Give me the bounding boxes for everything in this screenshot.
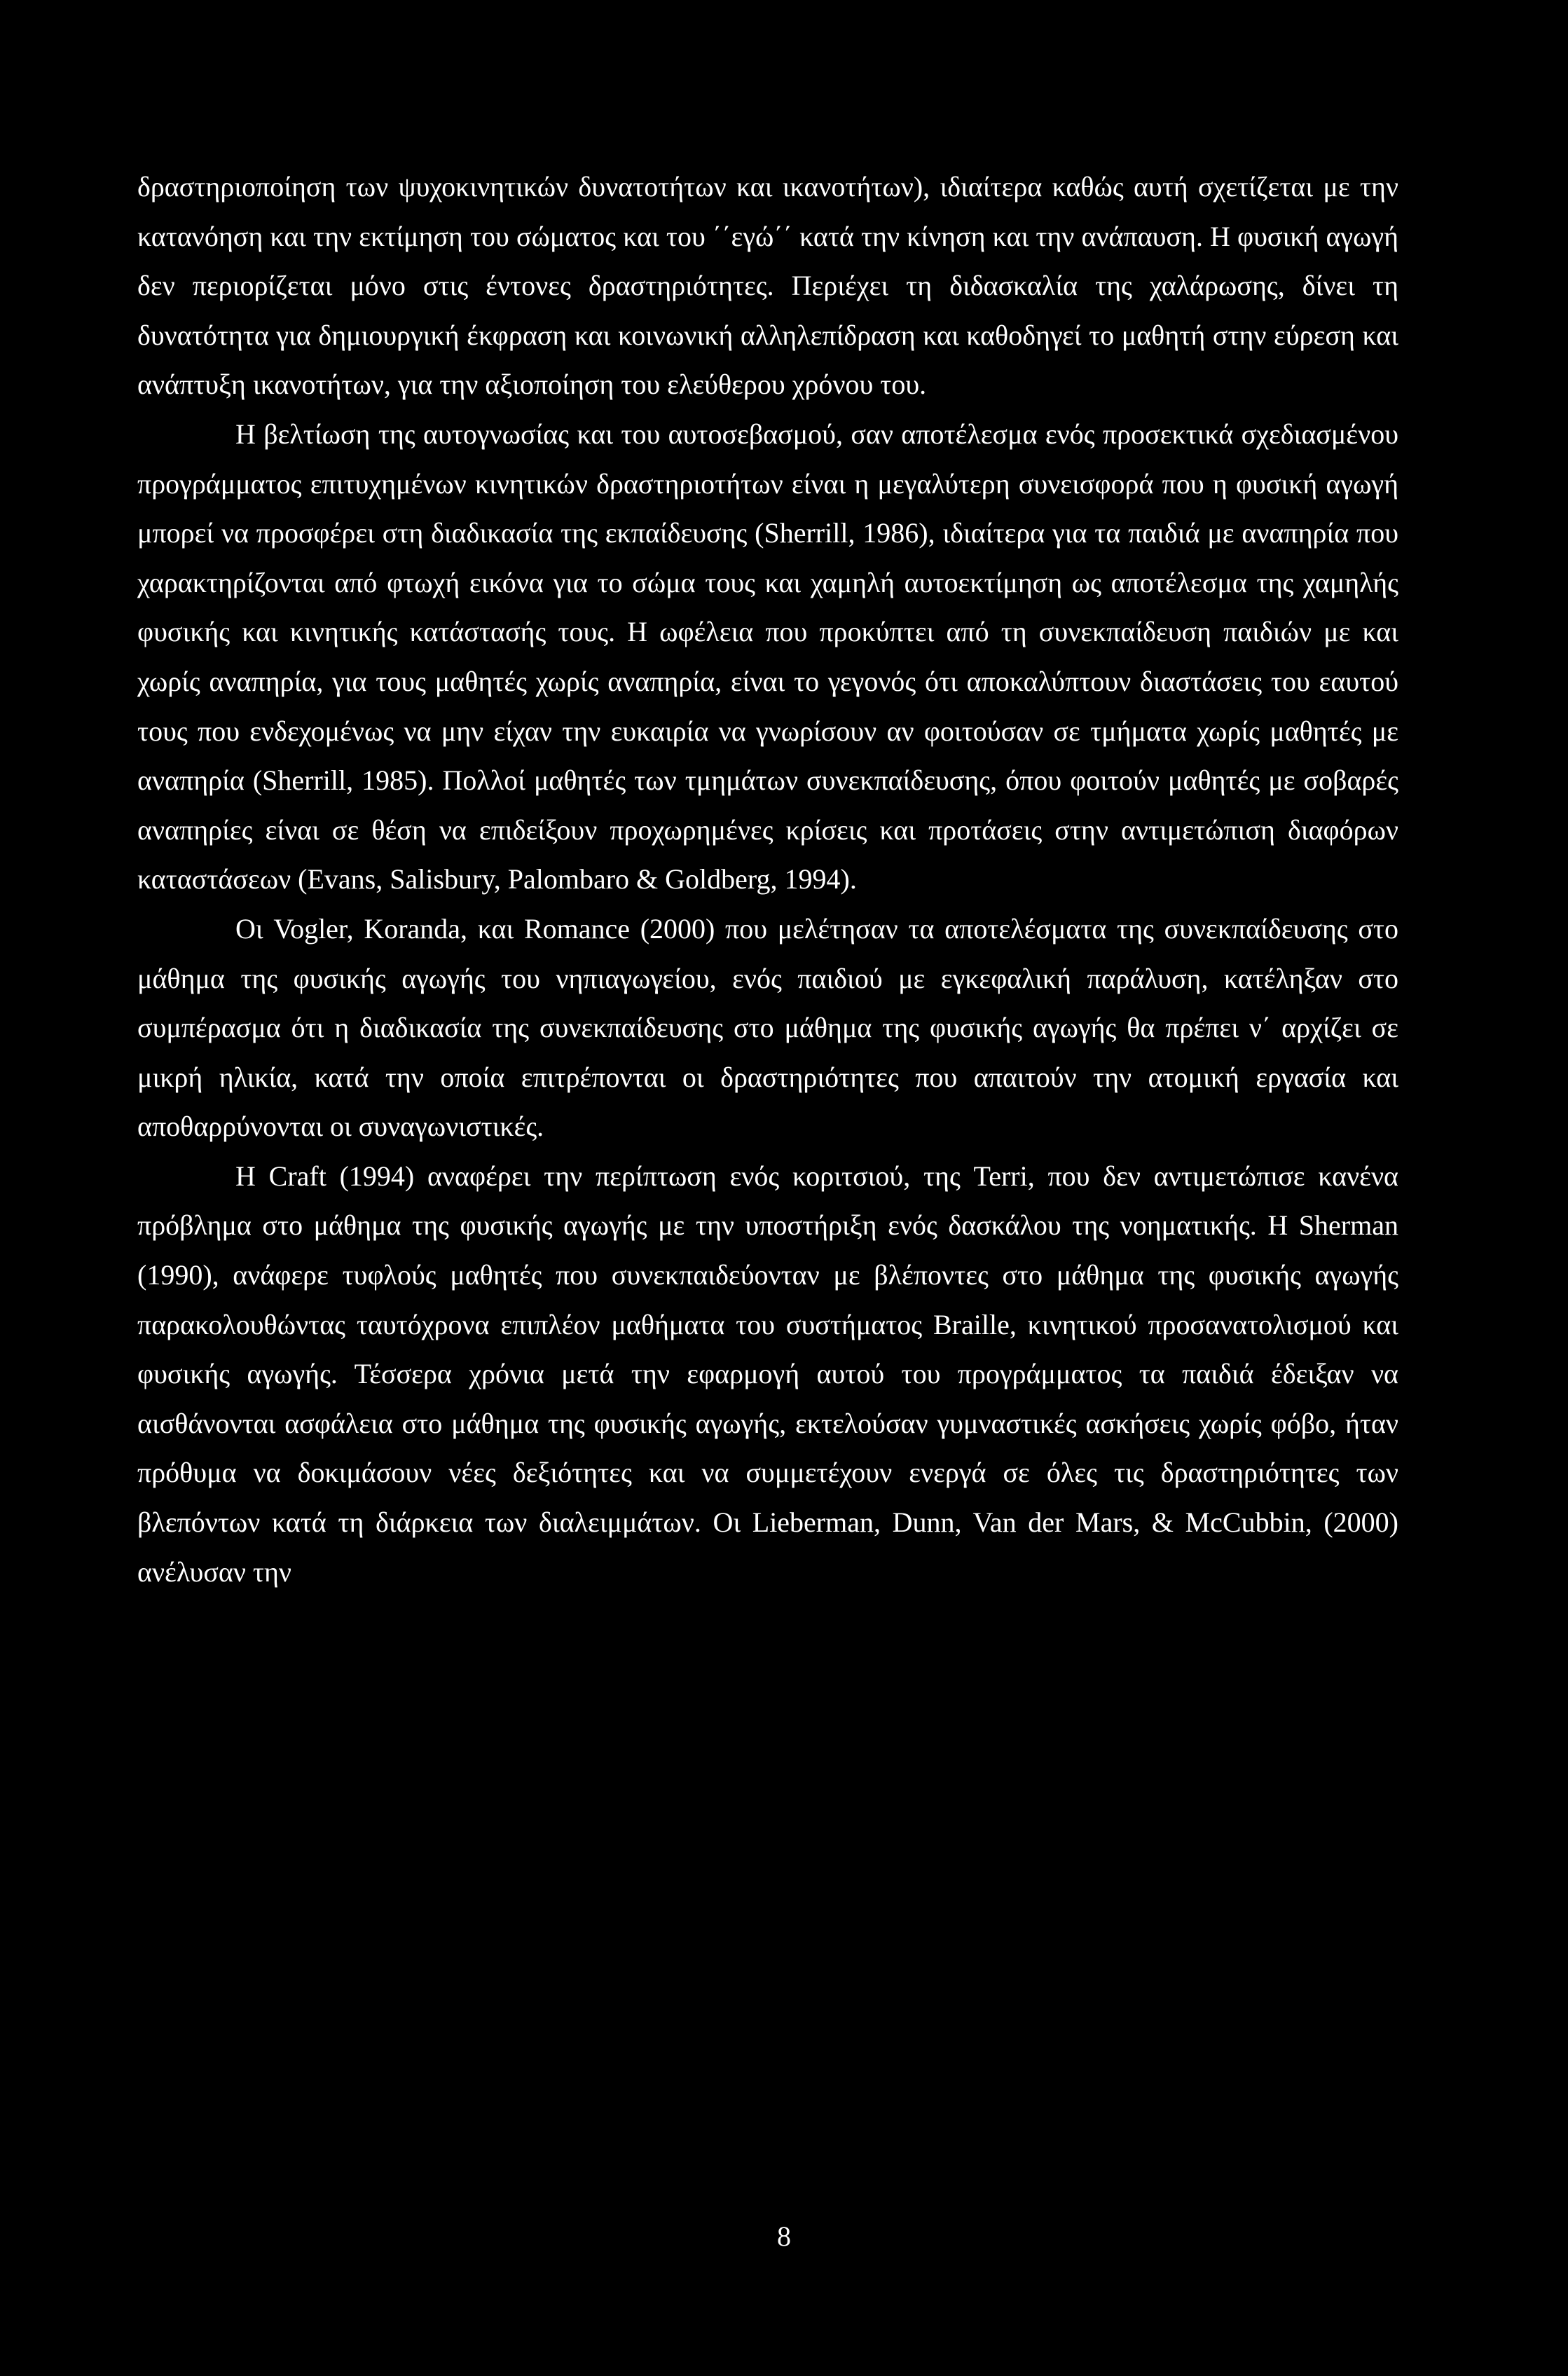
paragraph-continuation: δραστηριοποίηση των ψυχοκινητικών δυνατοτήτων και ικανοτήτων), ιδιαίτερα καθώς αυτή σχετίζεται με την κατανόηση και την εκτίμηση του σώματος και του ΄΄εγώ΄΄ κατά την κίνηση και την ανάπαυση. Η φυσική αγωγή δεν περιορίζεται μόνο στις έντονες δραστηριότητες. Περιέχει τη διδασκαλία της χαλάρωσης, δίνει τη δυνατότητα για δημιουργική έκφραση και κοινωνική αλληλεπίδραση και καθοδηγεί το μαθητή στην εύρεση και ανάπτυξη ικανοτήτων, για την αξιοποίηση του ελεύθερου χρόνου του. <box>137 171 1398 401</box>
body-text <box>137 163 1398 1597</box>
paragraph-vogler-study: Οι Vogler, Koranda, και Romance (2000) που μελέτησαν τα αποτελέσματα της συνεκπαίδευσης στο μάθημα της φυσικής αγωγής του νηπιαγωγείου, ενός παιδιού με εγκεφαλική παράλυση, κατέληξαν στο συμπέρασμα ότι η διαδικασία της συνεκπαίδευσης στο μάθημα της φυσικής αγωγής θα πρέπει ν΄ αρχίζει σε μικρή ηλικία, κατά την οποία επιτρέπονται οι δραστηριότητες που απαιτούν την ατομική εργασία και αποθαρρύνονται οι συναγωνιστικές. <box>137 912 1398 1143</box>
paragraph-craft-sherman: Η Craft (1994) αναφέρει την περίπτωση ενός κοριτσιού, της Terri, που δεν αντιμετώπισε κανένα πρόβλημα στο μάθημα της φυσικής αγωγής με την υποστήριξη ενός δασκάλου της νοηματικής. Η Sherman (1990), ανάφερε τυφλούς μαθητές που συνεκπαιδεύονταν με βλέποντες στο μάθημα της φυσικής αγωγής παρακολουθώντας ταυτόχρονα επιπλέον μαθήματα του συστήματος Braille, κινητικού προσανατολισμού και φυσικής αγωγής. Τέσσερα χρόνια μετά την εφαρμογή αυτού του προγράμματος τα παιδιά έδειξαν να αισθάνονται ασφάλεια στο μάθημα της φυσικής αγωγής, εκτελούσαν γυμναστικές ασκήσεις χωρίς φόβο, ήταν πρόθυμα να δοκιμάσουν νέες δεξιότητες και να συμμετέχουν ενεργά σε όλες τις δραστηριότητες των βλεπόντων κατά τη διάρκεια των διαλειμμάτων. Οι Lieberman, Dunn, Van der Mars, & McCubbin, (2000) ανέλυσαν την <box>137 1160 1398 1588</box>
page-number: 8 <box>777 2220 791 2252</box>
paragraph-self-awareness: Η βελτίωση της αυτογνωσίας και του αυτοσεβασμού, σαν αποτέλεσμα ενός προσεκτικά σχεδιασμένου προγράμματος επιτυχημένων κινητικών δραστηριοτήτων είναι η μεγαλύτερη συνεισφορά που η φυσική αγωγή μπορεί να προσφέρει στη διαδικασία της εκπαίδευσης (Sherrill, 1986), ιδιαίτερα για τα παιδιά με αναπηρία που χαρακτηρίζονται από φτωχή εικόνα για το σώμα τους και χαμηλή αυτοεκτίμηση ως αποτέλεσμα της χαμηλής φυσικής και κινητικής κατάστασής τους. Η ωφέλεια που προκύπτει από τη συνεκπαίδευση παιδιών με και χωρίς αναπηρία, για τους μαθητές χωρίς αναπηρία, είναι το γεγονός ότι αποκαλύπτουν διαστάσεις του εαυτού τους που ενδεχομένως να μην είχαν την ευκαιρία να γνωρίσουν αν φοιτούσαν σε τμήματα χωρίς μαθητές με αναπηρία (Sherrill, 1985). Πολλοί μαθητές των τμημάτων συνεκπαίδευσης, όπου φοιτούν μαθητές με σοβαρές αναπηρίες είναι σε θέση να επιδείξουν προχωρημένες κρίσεις και προτάσεις στην αντιμετώπιση διαφόρων καταστάσεων (Evans, Salisbury, Palombaro & Goldberg, 1994). <box>137 418 1398 895</box>
